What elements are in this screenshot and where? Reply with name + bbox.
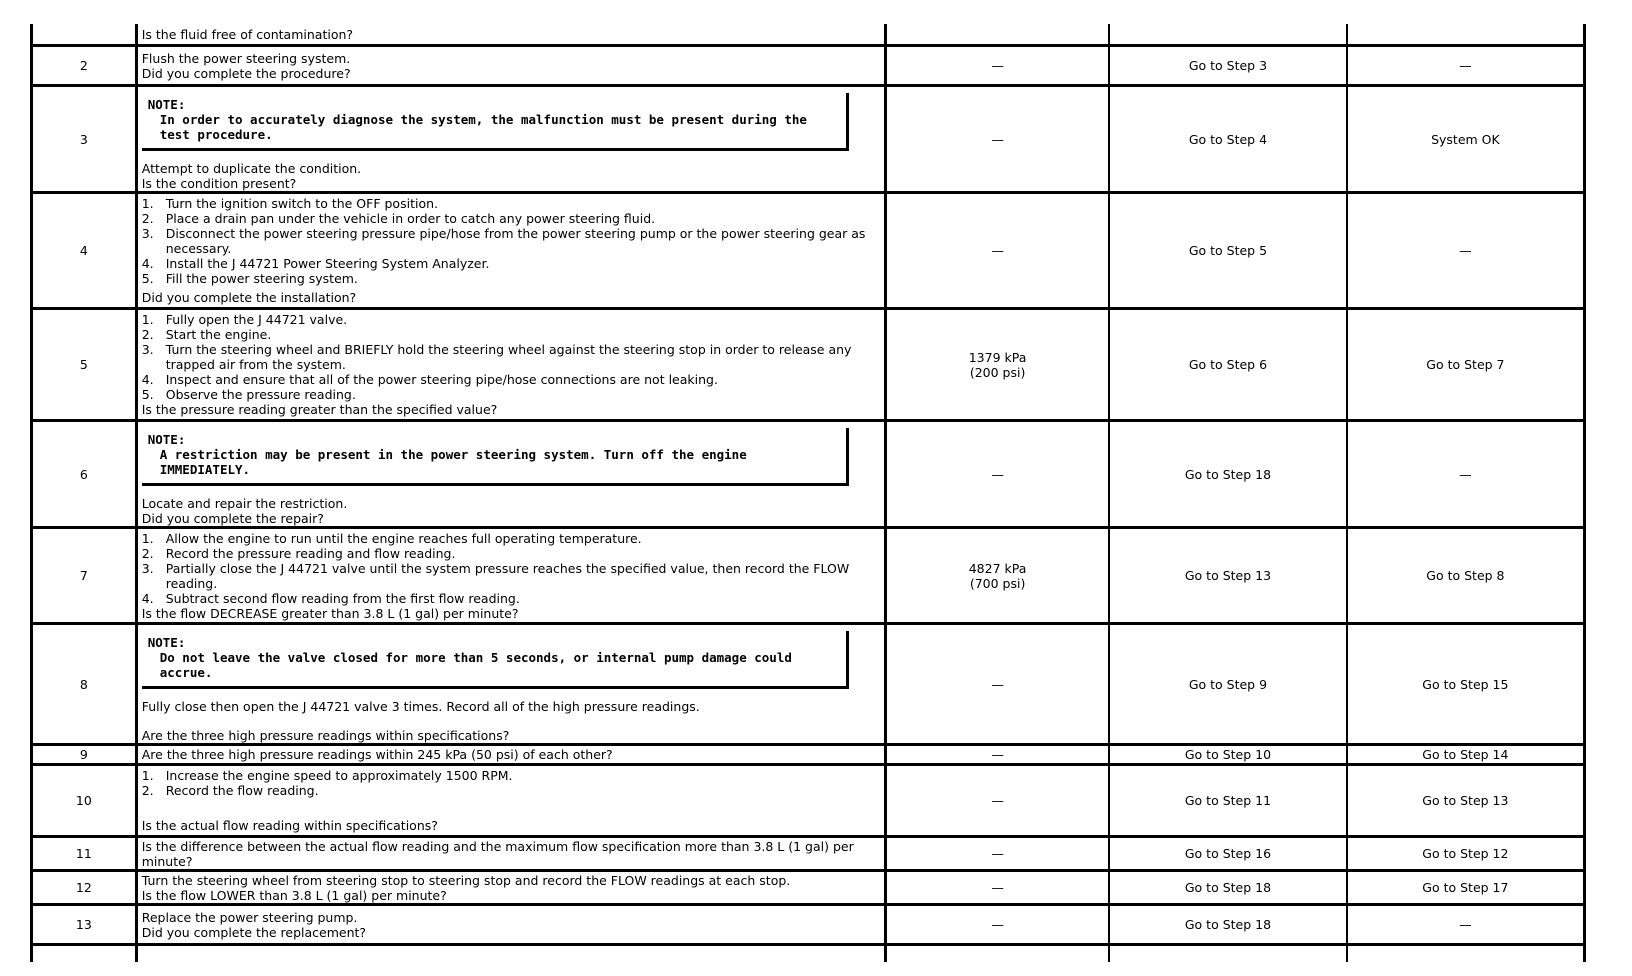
procedure-list [142,196,880,286]
list-item: 5. Fill the power steering system. [141,271,358,286]
question-line: Is the actual flow reading within specifications? [141,818,438,833]
question-line: Is the flow DECREASE greater than 3.8 L (1 gal) per minute? [141,605,519,621]
spec-value-metric: 1379 kPa [968,349,1027,365]
value-cell: — [886,905,1110,945]
action-line: Fully close then open the J 44721 valve 3 times. Record all of the high pressure readings. [141,699,700,714]
action-line: Is the fluid free of contamination? [141,26,354,42]
value-cell: — [886,193,1110,309]
step-cell [32,945,137,963]
yes-cell: Go to Step 4 [1109,86,1347,193]
value-cell [886,24,1110,46]
value-cell: — [886,837,1110,871]
table-row-step-13 [32,905,1585,945]
step-number: 7 [32,528,137,624]
table-row-step-10 [32,765,1585,837]
question-line: Did you complete the replacement? [141,924,367,940]
yes-cell: Go to Step 11 [1109,765,1347,837]
question-line: Are the three high pressure readings within 245 kPa (50 psi) of each other? [141,747,613,762]
note-body: Do not leave the valve closed for more than 5 seconds, or internal pump damage could accrue. [159,650,792,680]
action-cell [136,905,885,945]
no-cell [1347,24,1585,46]
no-cell: Go to Step 14 [1347,745,1585,765]
yes-cell: Go to Step 18 [1109,421,1347,528]
note-box [142,428,849,486]
table-row-step-11 [32,837,1585,871]
step-number: 9 [32,745,137,765]
list-item: 4. Inspect and ensure that all of the power steering pipe/hose connections are not leaking. [141,372,718,387]
question-line: Did you complete the installation? [141,290,357,305]
list-item: 3. Disconnect the power steering pressure pipe/hose from the power steering pump or the power steering gear as necessary. [141,226,866,256]
no-cell: Go to Step 15 [1347,624,1585,745]
table-row-continues [32,945,1585,963]
no-cell: — [1347,193,1585,309]
yes-cell [1109,24,1347,46]
action-line: Turn the steering wheel from steering stop to steering stop and record the FLOW readings at each stop. [141,872,791,888]
value-cell: — [886,745,1110,765]
step-number: 11 [32,837,137,871]
yes-cell: Go to Step 6 [1109,309,1347,421]
table-row-step-6 [32,421,1585,528]
question-line: Did you complete the procedure? [141,65,351,81]
step-number: 5 [32,309,137,421]
value-cell [886,528,1110,624]
action-cell [136,193,885,309]
table-row-step-5 [32,309,1585,421]
list-item: 3. Turn the steering wheel and BRIEFLY hold the steering wheel against the steering stop in order to release any trapped air from the system. [141,342,852,372]
procedure-list [142,768,880,798]
yes-cell: Go to Step 16 [1109,837,1347,871]
table-row-step-2 [32,46,1585,86]
step-cell [32,24,137,46]
question-line: Is the condition present? [141,176,297,191]
value-cell: — [886,871,1110,905]
note-box [142,631,849,689]
list-item: 1. Allow the engine to run until the engine reaches full operating temperature. [141,530,642,546]
value-cell: — [886,421,1110,528]
action-cell [136,528,885,624]
question-line: Is the pressure reading greater than the specified value? [141,402,498,417]
action-cell [136,46,885,86]
procedure-list [142,531,880,606]
action-cell [136,745,885,765]
action-line: Replace the power steering pump. [141,909,358,925]
value-cell: — [886,86,1110,193]
yes-cell: Go to Step 18 [1109,905,1347,945]
action-cell [136,624,885,745]
question-line: Is the flow LOWER than 3.8 L (1 gal) per minute? [141,887,447,903]
list-item: 5. Observe the pressure reading. [141,387,356,402]
yes-cell: Go to Step 5 [1109,193,1347,309]
yes-cell: Go to Step 10 [1109,745,1347,765]
step-number: 3 [32,86,137,193]
question-line: Did you complete the repair? [141,511,324,526]
spec-value-metric: 4827 kPa [968,560,1027,576]
action-line: Flush the power steering system. [141,50,351,66]
yes-cell: Go to Step 9 [1109,624,1347,745]
action-cell [136,945,885,963]
note-title: NOTE: [147,97,186,112]
list-item: 2. Record the pressure reading and flow reading. [141,545,456,561]
question-line: Are the three high pressure readings within specifications? [141,728,510,743]
yes-cell: Go to Step 13 [1109,528,1347,624]
list-item: 3. Partially close the J 44721 valve until the system pressure reaches the specified value, then record the FLOW reading. [141,560,850,591]
value-cell [886,309,1110,421]
action-line: Locate and repair the restriction. [141,496,348,511]
action-cell [136,421,885,528]
table-row-step-3 [32,86,1585,193]
action-cell [136,86,885,193]
action-cell [136,765,885,837]
step-number: 4 [32,193,137,309]
table-row-step-12 [32,871,1585,905]
table-row-step-4 [32,193,1585,309]
list-item: 2. Place a drain pan under the vehicle in order to catch any power steering fluid. [141,211,656,226]
list-item: 1. Increase the engine speed to approximately 1500 RPM. [141,768,513,783]
no-cell: Go to Step 8 [1347,528,1585,624]
no-cell: — [1347,421,1585,528]
step-number: 2 [32,46,137,86]
diagnostic-table [30,24,1586,962]
action-cell [136,871,885,905]
note-body: In order to accurately diagnose the system, the malfunction must be present during the test procedure. [159,112,807,142]
step-number: 13 [32,905,137,945]
no-cell: Go to Step 7 [1347,309,1585,421]
list-item: 4. Subtract second flow reading from the first flow reading. [141,590,520,606]
value-cell [886,945,1110,963]
no-cell: — [1347,46,1585,86]
note-title: NOTE: [147,432,186,447]
note-body: A restriction may be present in the power steering system. Turn off the engine IMMEDIATELY. [159,447,747,477]
value-cell: — [886,46,1110,86]
action-cell [136,309,885,421]
action-cell [136,837,885,871]
list-item: 4. Install the J 44721 Power Steering System Analyzer. [141,256,490,271]
table-row-step-8 [32,624,1585,745]
action-cell [136,24,885,46]
question-line: Is the difference between the actual flow reading and the maximum flow specification more than 3.8 L (1 gal) per minute? [141,838,854,869]
step-number: 8 [32,624,137,745]
no-cell: Go to Step 13 [1347,765,1585,837]
table-row-step-7 [32,528,1585,624]
value-cell: — [886,624,1110,745]
step-number: 10 [32,765,137,837]
list-item: 1. Fully open the J 44721 valve. [141,312,348,327]
spec-value-imperial: (700 psi) [969,575,1026,591]
no-cell: Go to Step 12 [1347,837,1585,871]
yes-cell [1109,945,1347,963]
note-title: NOTE: [147,635,186,650]
list-item: 2. Record the flow reading. [141,783,319,798]
list-item: 1. Turn the ignition switch to the OFF position. [141,196,438,211]
table-row-step-9 [32,745,1585,765]
no-cell [1347,945,1585,963]
procedure-list [142,312,880,402]
list-item: 2. Start the engine. [141,327,272,342]
value-cell: — [886,765,1110,837]
note-box [142,93,849,151]
spec-value-imperial: (200 psi) [969,364,1026,380]
no-cell: System OK [1347,86,1585,193]
no-cell: — [1347,905,1585,945]
step-number: 6 [32,421,137,528]
action-line: Attempt to duplicate the condition. [141,161,362,176]
table-row-continued [32,24,1585,46]
yes-cell: Go to Step 3 [1109,46,1347,86]
yes-cell: Go to Step 18 [1109,871,1347,905]
no-cell: Go to Step 17 [1347,871,1585,905]
step-number: 12 [32,871,137,905]
